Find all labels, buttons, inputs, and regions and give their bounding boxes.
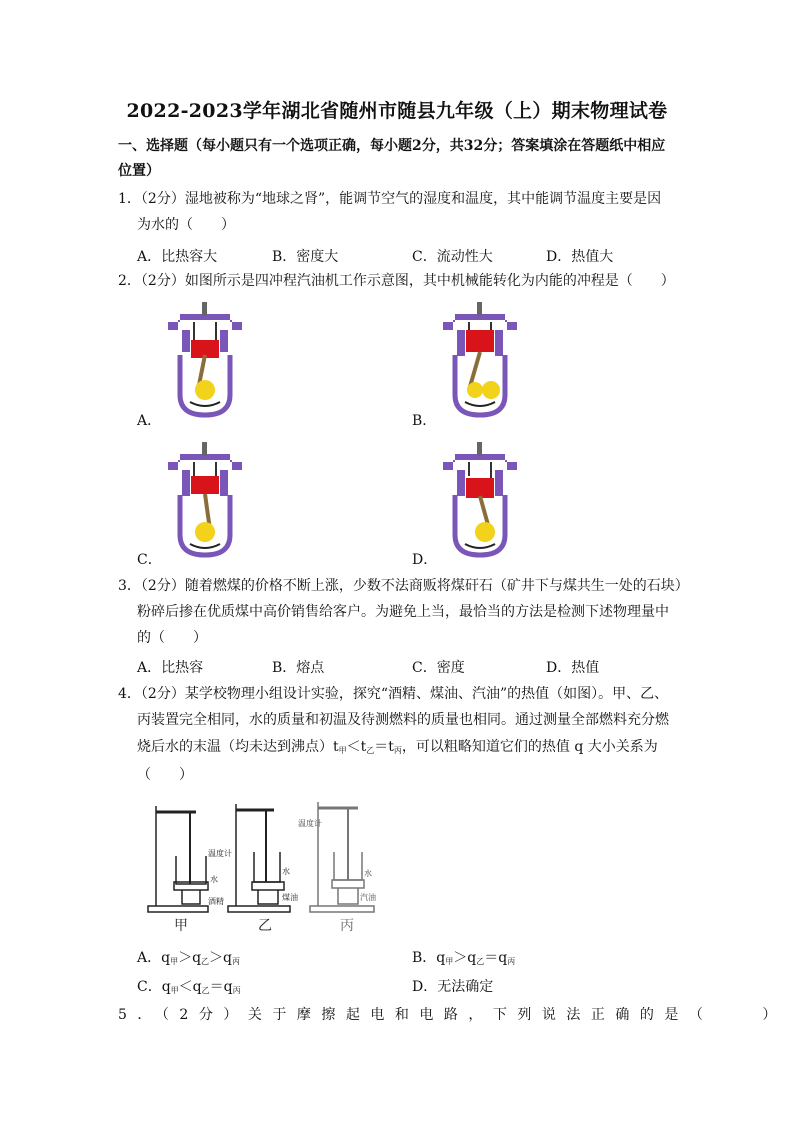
engine-diagram-b xyxy=(435,300,525,425)
q1-option-a: A．比热容大 xyxy=(137,249,218,265)
q3-option-c: C．密度 xyxy=(412,660,465,676)
intake-stroke-engine xyxy=(168,302,242,415)
q2-line1: 2．（2分）如图所示是四冲程汽油机工作示意图，其中机械能转化为内能的冲程是（ ） xyxy=(118,273,675,289)
exhaust-stroke-engine xyxy=(443,442,517,555)
section-heading-line1: 一、选择题（每小题只有一个选项正确，每小题2分，共32分；答案填涂在答题纸中相应 xyxy=(118,138,666,154)
caption-c: 丙 xyxy=(340,918,354,934)
engine-diagram-a xyxy=(160,300,250,425)
q1-line1: 1．（2分）湿地被称为“地球之肾”，能调节空气的湿度和温度，其中能调节温度主要是因 xyxy=(118,191,662,207)
thermometer-label-a: 温度计 xyxy=(208,849,232,858)
q2-label-c: C． xyxy=(137,552,162,568)
fuel-label-c: 汽油 xyxy=(360,893,376,902)
q4-option-b: B．$q_甲>q_乙=q_丙$ xyxy=(412,950,516,966)
q1-line2: 为水的（ ） xyxy=(137,217,235,233)
q5-line1: 5．（2分）关于摩擦起电和电路，下列说法正确的是（ ） xyxy=(118,1007,787,1023)
q3-option-a: A．比热容 xyxy=(137,660,204,676)
engine-diagram-d xyxy=(435,440,525,565)
q4-option-a: A．$q_甲>q_乙>q_丙$ xyxy=(137,950,241,966)
fuel-experiment-figure xyxy=(138,796,378,936)
engine-diagram-c xyxy=(160,440,250,565)
q1-option-d: D．热值大 xyxy=(546,249,614,265)
q2-label-d: D． xyxy=(412,552,438,568)
q3-line1: 3．（2分）随着燃煤的价格不断上涨，少数不法商贩将煤矸石（矿井下与煤共生一处的石块） xyxy=(118,578,689,594)
q2-label-b: B． xyxy=(412,413,437,429)
q4-line4: （ ） xyxy=(137,767,193,783)
fuel-label-a: 酒精 xyxy=(208,897,224,906)
water-label-a: 水 xyxy=(210,875,218,884)
caption-b: 乙 xyxy=(258,918,272,934)
q3-line2: 粉碎后掺在优质煤中高价销售给客户。为避免上当，最恰当的方法是检测下述物理量中 xyxy=(137,604,669,620)
page-title: 2022-2023学年湖北省随州市随县九年级（上）期末物理试卷 xyxy=(126,100,668,122)
q4-line2: 丙装置完全相同，水的质量和初温及待测燃料的质量也相同。通过测量全部燃料充分燃 xyxy=(137,712,669,728)
q4-option-d: D．无法确定 xyxy=(412,979,494,995)
fuel-label-b: 煤油 xyxy=(282,893,298,902)
q4-line1: 4．（2分）某学校物理小组设计实验，探究“酒精、煤油、汽油”的热值（如图）。甲、乙、 xyxy=(118,686,669,702)
q2-label-a: A． xyxy=(137,413,162,429)
q4-line3: 烧后水的末温（均未达到沸点）$t_甲<t_乙=t_丙$，可以粗略知道它们的热值 q 大小关系为 xyxy=(137,739,658,755)
q1-option-b: B．密度大 xyxy=(272,249,339,265)
power-stroke-engine xyxy=(168,442,242,555)
caption-a: 甲 xyxy=(174,918,188,934)
q1-option-c: C．流动性大 xyxy=(412,249,493,265)
compression-stroke-engine xyxy=(443,302,517,415)
q3-option-b: B．熔点 xyxy=(272,660,325,676)
section-heading-line2: 位置） xyxy=(118,163,160,179)
water-label-b: 水 xyxy=(282,867,290,876)
thermometer-label-c: 温度计 xyxy=(298,819,322,828)
water-label-c: 水 xyxy=(364,869,372,878)
q4-option-c: C．$q_甲<q_乙=q_丙$ xyxy=(137,979,241,995)
q3-line3: 的（ ） xyxy=(137,630,207,646)
q3-option-d: D．热值 xyxy=(546,660,600,676)
